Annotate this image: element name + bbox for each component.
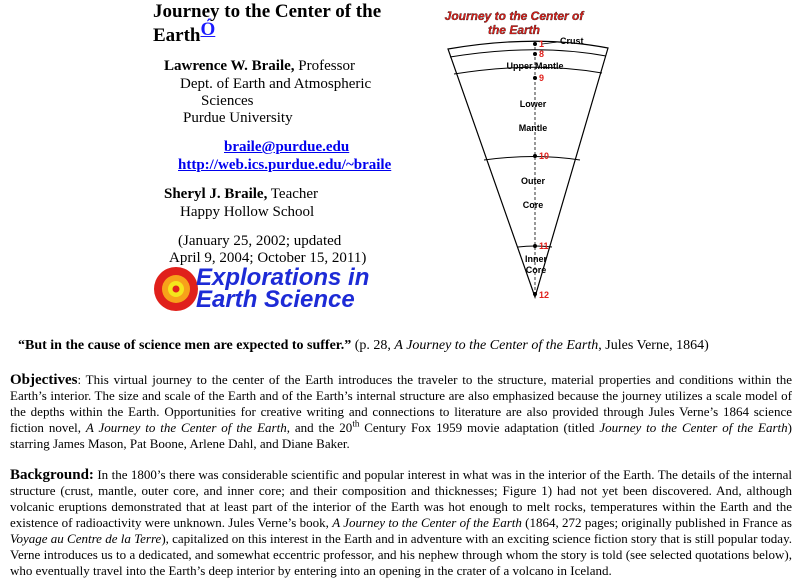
objectives-text-3: Century Fox 1959 movie adaptation (titled [359,420,600,435]
logo-line-2: Earth Science [196,286,355,313]
title-line-2: Earth [153,25,201,46]
background-text-3: ), capitalized on this interest in the Earth and in adventure with an exciting science fiction story that is still popular today. Verne introduces us to a dedicated, and somewhat eccentric professor, and his nephew through whom the story is told (see selected quotations below), who eventually travel into the Earth’s deep interior by entering into an opening in the crater of a volcano in Iceland. [10,531,792,578]
objectives-text-2: , and the 20 [286,420,353,435]
stop-8: 8 [539,49,545,59]
background-text-2: (1864, 272 pages; originally published in France as [521,515,792,530]
objectives-book-title: A Journey to the Center of the Earth [85,420,287,435]
label-inner-core-2: Core [525,265,547,275]
diagram-title-line-1: Journey to the Center of [444,9,584,23]
diagram-title-line-2: the Earth [487,23,541,37]
label-crust: Crust [560,36,584,46]
author2-school: Happy Hollow School [180,204,315,220]
stop-12: 12 [539,290,550,300]
author1-university: Purdue University [183,110,293,126]
email-link[interactable]: braile@purdue.edu [224,139,350,155]
stop-10: 10 [539,151,550,161]
logo-text [196,264,370,313]
objectives-text-4: ) starring James Mason, Pat Boone, Arlene Dahl, and Diane Baker. [10,420,792,451]
logo-line-1: Explorations in [196,264,370,291]
target-logo-icon [153,266,199,312]
objectives-sup: th [352,418,360,429]
objectives-label: Objectives [10,372,78,388]
background-label: Background: [10,467,94,483]
page-title [153,0,381,48]
label-lower-mantle-2: Mantle [518,123,548,133]
website-link[interactable]: http://web.ics.purdue.edu/~braile [178,157,392,173]
label-outer-core-1: Outer [520,176,546,186]
quote-ref-post: , Jules Verne, 1864) [598,338,709,353]
label-inner-core-1: Inner [524,254,548,264]
objectives-paragraph [10,372,792,452]
earth-structure-diagram [430,0,610,306]
background-paragraph [10,467,792,579]
date-line-2: April 9, 2004; October 15, 2011) [169,250,367,266]
background-french-title: Voyage au Centre de la Terre [10,531,162,546]
author1-name: Lawrence W. Braile, [164,58,295,74]
objectives-text-1: : This virtual journey to the center of the Earth introduces the traveler to the structure, material properties and conditions within the Earth’s interior. The size and scale of the Earth and of the Earth’s internal structure are also emphasized because the journey utilizes a scale model of the depths within the Earth. Opportunities for creative writing and connections to literature are also provided through Jules Verne’s 1864 science fiction novel, [10,372,792,435]
quote-ref-pre: (p. 28, [351,338,395,353]
author2-name: Sheryl J. Braile, [164,186,268,202]
author1-role: Professor [294,58,355,74]
background-text-1: In the 1800’s there was considerable scientific and popular interest in what was in the interior of the Earth. The details of the internal structure (crust, mantle, outer core, and inner core; and their composition and thicknesses; Figure 1) had not yet been discovered. And, although volcanic eruptions demonstrated that at least part of the interior of the Earth was hot enough to melt rocks, temperatures within the Earth and the existence of radioactivity were unknown. Jules Verne’s book, [10,467,792,530]
quote [18,337,709,355]
quote-book-title: A Journey to the Center of the Earth [394,338,599,353]
background-book-title: A Journey to the Center of the Earth [332,515,522,530]
date-line-1: (January 25, 2002; updated [178,233,342,249]
title-mark-link[interactable]: Ó [200,19,216,40]
label-upper-mantle: Upper Mantle [506,61,564,71]
stop-1: 1 [539,39,545,49]
author1-dept-line1: Dept. of Earth and Atmospheric [180,76,372,92]
author2 [164,186,318,203]
objectives-movie-title: Journey to the Center of the Earth [599,420,788,435]
quote-text: “But in the cause of science men are expected to suffer.” [18,338,352,353]
author1-dept-line2: Sciences [201,93,254,109]
stop-11: 11 [539,241,549,251]
label-lower-mantle-1: Lower [519,99,547,109]
label-outer-core-2: Core [522,200,544,210]
title-line-1: Journey to the Center of the [153,1,382,22]
author2-role: Teacher [267,186,319,202]
author1 [164,58,355,75]
stop-9: 9 [539,73,545,83]
